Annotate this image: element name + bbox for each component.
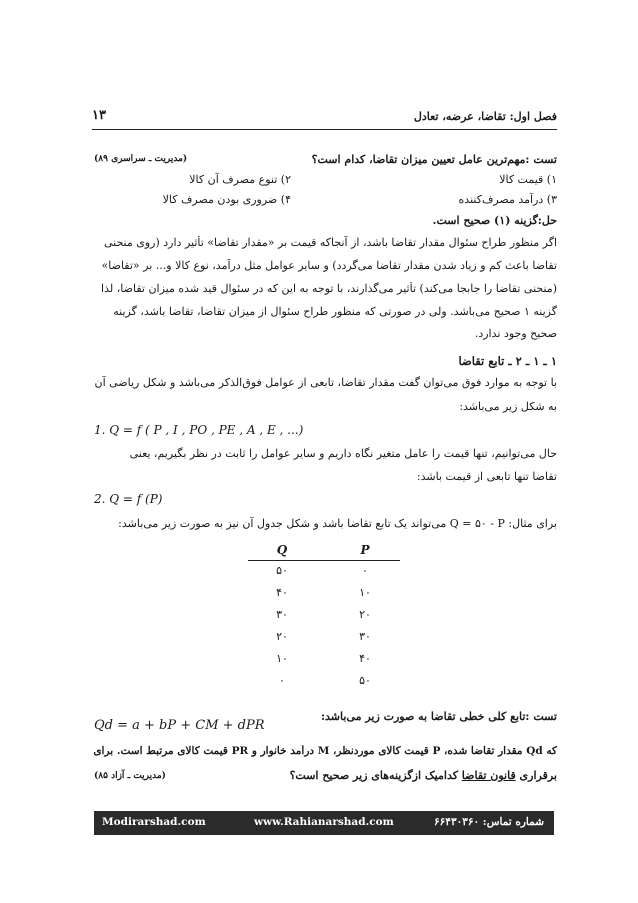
section-middle-line: حال می‌توانیم، تنها قیمت را عامل متغیر نگاه داریم و سایر عوامل را ثابت در نظر بگیریم، یعنی	[129, 447, 557, 460]
test1-option-4: ۴) ضروری بودن مصرف کالا	[162, 193, 291, 206]
page-number: ۱۳	[92, 108, 106, 123]
footer-website-modirarshad: Modirarshad.com	[102, 816, 206, 828]
test1-option-3: ۳) درآمد مصرف‌کننده	[458, 193, 557, 206]
section-heading: ۱ ـ ۱ ـ ۲ ـ تابع تقاضا	[458, 354, 557, 368]
test2-line2-post: کدامیک ازگزینه‌های زیر صحیح است؟	[289, 769, 462, 782]
test2-definition-line: که Qd مقدار تقاضا شده، P قیمت کالای موردنظر، M درآمد خانوار و PR قیمت کالای مرتبط است. برای	[93, 745, 557, 757]
test1-option-1: ۱) قیمت کالا	[499, 173, 557, 186]
footer-phone: شماره تماس: ۶۶۴۳۰۳۶۰	[434, 816, 544, 828]
chapter-title: فصل اول: تقاضا، عرضه، تعادل	[413, 110, 557, 123]
law-of-demand-term: قانون تقاضا	[461, 769, 516, 782]
table-cell-q: ۱۰	[276, 652, 288, 665]
explanation-line: صحیح وجود ندارد.	[474, 327, 557, 340]
footer-bar	[94, 811, 554, 835]
table-cell-p: ۱۰	[359, 586, 371, 599]
test1-option-2: ۲) تنوع مصرف آن کالا	[189, 173, 291, 186]
table-cell-q: ۳۰	[276, 608, 288, 621]
test1-question: تست :مهم‌ترین عامل تعیین میزان تقاضا، کدام است؟	[311, 153, 557, 166]
explanation-line: گزینه ۱ صحیح می‌باشد. ولی در صورتی که منظور طراح سئوال از میزان تقاضا، تقاضا باشد، گزینه	[113, 305, 557, 318]
explanation-line: تقاضا باعث کم و زیاد شدن مقدار تقاضا می‌گردد) و سایر عوامل مثل درآمد، نوع کالا و... بر «تقاضا»	[101, 259, 557, 272]
section-middle-line: تقاضا تنها تابعی از قیمت باشد:	[416, 470, 557, 483]
formula-1: 1. Q = f ( P , I , PO , PE , A , E , ...)	[94, 423, 304, 437]
explanation-line: (منحنی تقاضا را جابجا می‌کند) تأثیر می‌گذارند، با توجه به این که در سئوال قید شده میزان تقاضا، لذا	[101, 282, 557, 295]
table-cell-q: ۰	[279, 674, 285, 687]
table-cell-p: ۲۰	[359, 608, 371, 621]
example-text: برای مثال: Q = ۵۰ - P می‌تواند یک تابع تقاضا باشد و شکل جدول آن نیز به صورت زیر می‌باشد:	[118, 517, 557, 530]
explanation-line: اگر منظور طراح سئوال مقدار تقاضا باشد، از آنجاکه قیمت بر «مقدار تقاضا» تأثیر دارد (روی منحنی	[103, 236, 557, 249]
test2-formula: Qd = a + bP + CM + dPR	[94, 718, 265, 733]
test1-source: (مدیریت ـ سراسری ۸۹)	[94, 154, 188, 164]
test2-line2-pre: برقراری	[515, 769, 557, 782]
table-header-q: Q	[276, 543, 288, 557]
table-cell-q: ۴۰	[276, 586, 288, 599]
section-intro-line: با توجه به موارد فوق می‌توان گفت مقدار تقاضا، تابعی از عوامل فوق‌الذکر می‌باشد و شکل ریاضی آن	[94, 376, 557, 389]
footer-website-rahianarshad: www.Rahianarshad.com	[254, 816, 394, 828]
table-cell-p: ۴۰	[359, 652, 371, 665]
test2-question: تست :تابع کلی خطی تقاضا به صورت زیر می‌باشد:	[320, 710, 557, 723]
table-header-p: P	[360, 543, 370, 557]
formula-2: 2. Q = f (P)	[94, 492, 163, 506]
test2-source: (مدیریت ـ آزاد ۸۵)	[94, 771, 166, 781]
section-intro-line: به شکل زیر می‌باشد:	[459, 400, 557, 413]
table-cell-q: ۲۰	[276, 630, 288, 643]
table-cell-p: ۳۰	[359, 630, 371, 643]
table-cell-p: ۵۰	[359, 674, 371, 687]
table-cell-q: ۵۰	[276, 564, 288, 577]
test1-answer: حل:گزینه (۱) صحیح است.	[432, 214, 557, 227]
table-cell-p: ۰	[362, 564, 368, 577]
test2-question-line	[290, 769, 557, 782]
table-header-rule	[248, 560, 400, 561]
header-rule	[92, 129, 557, 130]
